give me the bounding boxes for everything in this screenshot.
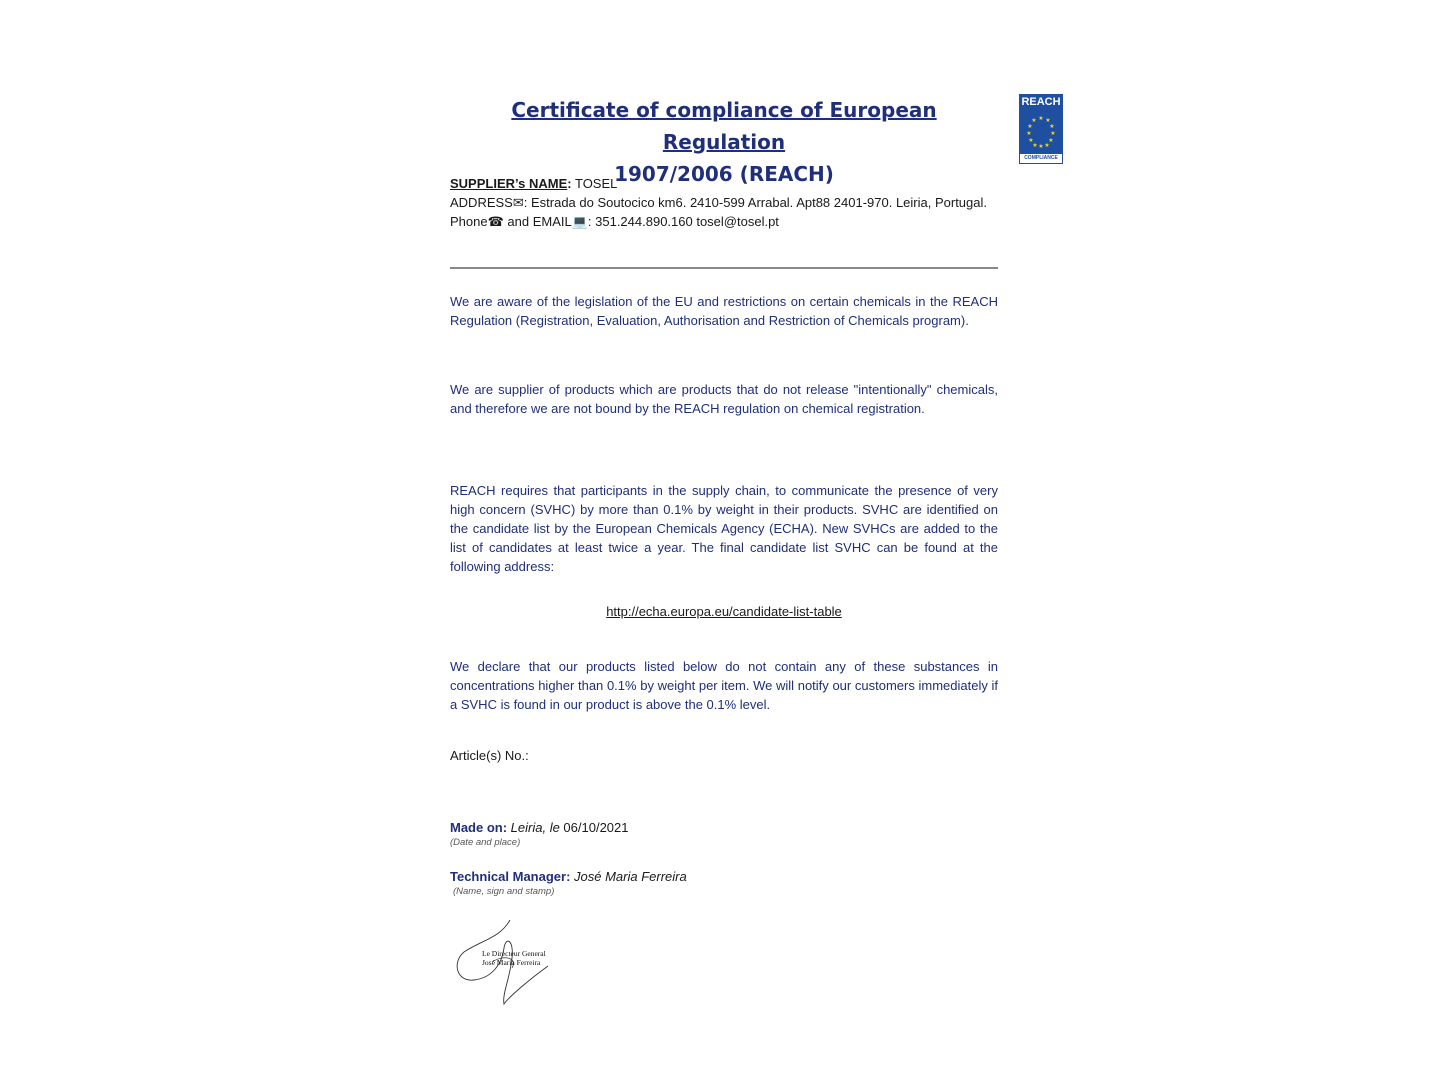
technical-manager-line — [450, 867, 998, 886]
svg-text:★: ★ — [1049, 123, 1055, 130]
svg-text:★: ★ — [1038, 143, 1044, 150]
svg-text:★: ★ — [1038, 115, 1044, 122]
made-on-label: Made on: — [450, 820, 508, 835]
svg-text:★: ★ — [1027, 123, 1033, 130]
date-place-hint: (Date and place) — [450, 837, 521, 848]
signature-line-1: Le Directeur General — [482, 949, 546, 958]
supplier-name-value: TOSEL — [571, 176, 618, 191]
svg-text:★: ★ — [1026, 130, 1032, 137]
svg-text:★: ★ — [1048, 137, 1054, 144]
name-sign-hint: (Name, sign and stamp) — [453, 886, 555, 897]
phone-email-line — [450, 212, 998, 231]
supplier-name-colon: : — [567, 176, 572, 191]
supplier-name-line — [450, 174, 998, 193]
svg-text:★: ★ — [1028, 137, 1034, 144]
signature-line-2: José Maria Ferreira — [482, 958, 541, 967]
made-on-date: 06/10/2021 — [559, 820, 629, 835]
divider — [450, 267, 998, 269]
paragraph-supplier: We are supplier of products which are products that do not release "intentionally" chemicals, and therefore we are not bound by the REACH regulation on chemical registration. — [450, 382, 998, 416]
made-on-place: Leiria, le — [507, 820, 560, 835]
reach-compliance-logo — [1019, 94, 1063, 164]
address-line — [450, 193, 998, 212]
paragraph-legislation: We are aware of the legislation of the EU and restrictions on certain chemicals in the REACH Regulation (Registration, Evaluation, Authorisation and Restriction of Chemicals program). — [450, 294, 998, 328]
made-on-line — [450, 818, 998, 837]
paragraph-svhc: REACH requires that participants in the supply chain, to communicate the presence of very high concern (SVHC) by more than 0.1% by weight in their products. SVHC are identified on the candidate list by the European Chemicals Agency (ECHA). New SVHCs are added to the list of candidates at least twice a year. The final candidate list SVHC can be found at the following address: — [450, 483, 998, 574]
technical-manager-name: José Maria Ferreira — [570, 869, 687, 884]
technical-manager-label: Technical Manager: — [450, 869, 571, 884]
logo-top-text: REACH — [1021, 96, 1061, 108]
phone-email-label: Phone☎ and EMAIL💻 — [450, 214, 588, 229]
svg-text:★: ★ — [1044, 142, 1050, 149]
svg-text:★: ★ — [1032, 142, 1038, 149]
signature-stamp — [452, 918, 562, 1008]
phone-email-value: : 351.244.890.160 tosel@tosel.pt — [587, 214, 779, 229]
address-label: ADDRESS✉ — [450, 195, 524, 210]
supplier-name-label: SUPPLIER’s NAME — [450, 176, 568, 191]
svg-text:★: ★ — [1031, 117, 1037, 124]
logo-bottom-text: COMPLIANCE — [1020, 154, 1062, 163]
echa-link[interactable]: http://echa.europa.eu/candidate-list-table — [606, 604, 842, 619]
paragraph-declaration: We declare that our products listed below do not contain any of these substances in concentrations higher than 0.1% by weight per item. We will notify our customers immediately if a SVHC is found in our product is above the 0.1% level. — [450, 659, 998, 712]
svg-text:★: ★ — [1050, 130, 1056, 137]
svg-text:★: ★ — [1045, 117, 1051, 124]
address-value: : Estrada do Soutocico km6. 2410-599 Arrabal. Apt88 2401-970. Leiria, Portugal. — [523, 195, 987, 210]
supplier-info — [450, 174, 998, 231]
title-line-2: 1907/2006 (REACH) — [614, 162, 834, 186]
eu-stars-icon — [1022, 110, 1060, 154]
articles-label: Article(s) No.: — [450, 748, 529, 763]
title-line-1: Certificate of compliance of European Regulation — [511, 98, 937, 154]
